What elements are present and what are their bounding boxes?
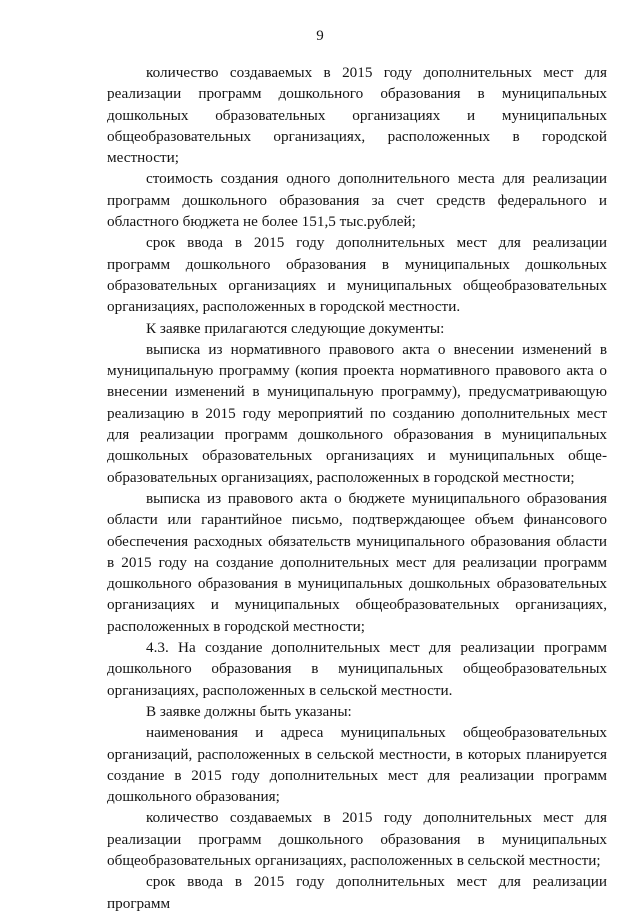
paragraph-place-cost: стоимость создания одного дополнительного места для реализации программ дошкольного образования за счет средств федерального и областного бюджета не более 151,5 тыс.рублей; xyxy=(107,170,607,231)
page-number: 9 xyxy=(316,28,324,44)
document-body xyxy=(107,62,607,914)
paragraph-section-4-3: 4.3. На создание дополнительных мест для реализации программ дошкольного образования в муниципальных общеобразовательных организациях, расположенных в сельской местности. xyxy=(107,639,607,699)
paragraph-budget-extract: выписка из правового акта о бюджете муниципального образования области или гарантийное письмо, подтверждающее объем финансового обеспечения расходных обязательств муниципального образования области в 2015 году на создание дополнительных мест для реализации программ дошкольного образования в муниципальных дошкольных образовательных организациях и муниципальных общеобразовательных организациях, расположенных в городской местности; xyxy=(107,489,607,635)
paragraph-names-addresses-rural: наименования и адреса муниципальных общеобразовательных организаций, расположенных в сельской местности, в которых планируется создание в 2015 году дополнительных мест для реализации программ дошкольного образования; xyxy=(107,724,607,806)
paragraph-places-count-urban: количество создаваемых в 2015 году дополнительных мест для реализации программ дошкольного образования в муниципальных дошкольных образовательных организациях и муниципальных общеобразовательных организациях, расположенных в городской местности; xyxy=(107,64,607,167)
paragraph-commissioning-term-urban: срок ввода в 2015 году дополнительных мест для реализации программ дошкольного образования в муниципальных дошкольных образовательных организациях и муниципальных общеобразовательных организациях, расположенных в городской местности. xyxy=(107,234,607,316)
paragraph-application-must-include: В заявке должны быть указаны: xyxy=(146,702,352,720)
paragraph-program-extract: выписка из нормативного правового акта о внесении изменений в муниципальную программу (копия проекта нормативного правового акта о внесении изменений в муниципальную программу), предусматривающую реализацию в 2015 году мероприятий по созданию дополнительных мест для реализации программ дошкольного образования в муниципальных дошкольных образовательных организациях и муниципальных общеобразовательных организациях, расположенных в городской местности; xyxy=(107,340,607,486)
paragraph-commissioning-term-rural: срок ввода в 2015 году дополнительных мест для реализации программ xyxy=(107,873,607,912)
paragraph-attached-documents: К заявке прилагаются следующие документы: xyxy=(146,319,445,337)
paragraph-places-count-rural: количество создаваемых в 2015 году дополнительных мест для реализации программ дошкольного образования в муниципальных общеобразовательных организациях, расположенных в сельской местности; xyxy=(107,809,607,869)
